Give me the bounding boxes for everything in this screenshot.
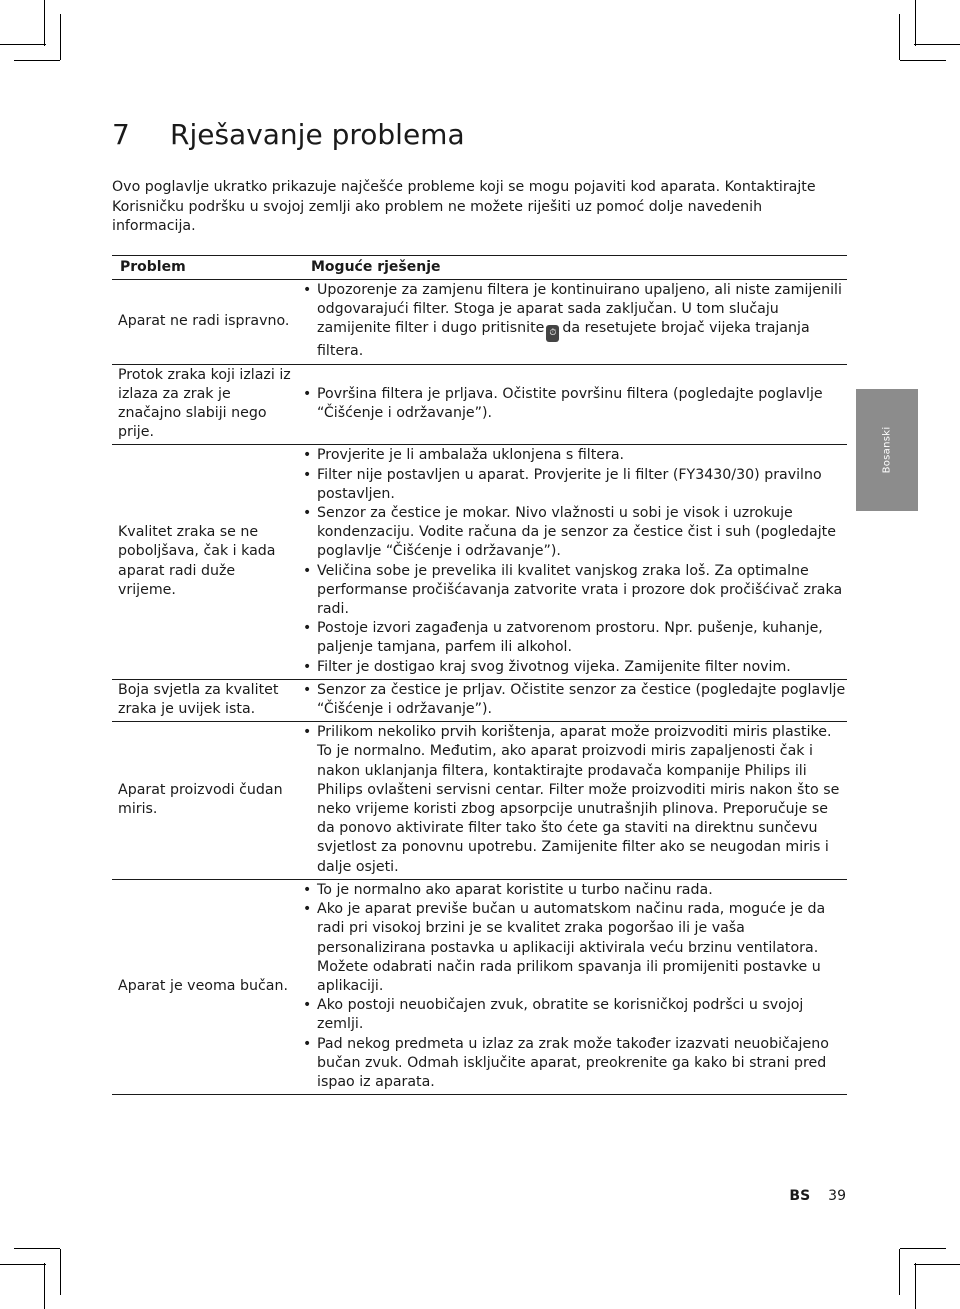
problem-cell: Aparat proizvodi čudan miris.: [112, 722, 303, 880]
chapter-heading: [112, 118, 465, 151]
solution-item: • Prilikom nekoliko prvih korištenja, aparat može proizvoditi miris plastike. To je normalno. Međutim, ako aparat proizvodi miris zapaljenosti čak i nakon uklanjanja filtera, kontaktirajte prodavača kompanije Philips ili Philips ovlašteni servisni centar. Filter može proizvoditi miris nakon što se neko vrijeme koristi zbog apsorpcije unutrašnjih plinova. Preporučuje se da ponovo aktivirate filter tako što ćete ga staviti na direktnu sunčevu svjetlost za ponovnu upotrebu. Zamijenite filter ako se neugodan miris i dalje osjeti.: [303, 723, 847, 877]
solution-item: • Ako postoji neuobičajen zvuk, obratite se korisničkoj podršci u svojoj zemlji.: [303, 996, 847, 1034]
language-side-tab: [856, 389, 918, 511]
solution-item: • Senzor za čestice je prljav. Očistite senzor za čestice (pogledajte poglavlje “Čišćenje i održavanje”).: [303, 681, 847, 719]
problem-cell: Aparat ne radi ispravno.: [112, 280, 303, 365]
footer-language-code: BS: [789, 1188, 811, 1204]
solution-item: • Ako je aparat previše bučan u automatskom načinu rada, moguće je da radi pri visokoj brzini je se kvalitet zraka pogoršao ili je vaša personalizirana postavka u aplikaciji aktivirala veću brzinu ventilatora. Možete odabrati način rada prilikom spavanja ili promijeniti postavke u aplikaciji.: [303, 900, 847, 996]
solution-item: • Postoje izvori zagađenja u zatvorenom prostoru. Npr. pušenje, kuhanje, paljenje tamjana, parfem ili alkohol.: [303, 619, 847, 657]
table-row: [112, 722, 847, 880]
crop-mark: [915, 1263, 916, 1309]
crop-mark: [914, 44, 960, 45]
table-row: [112, 280, 847, 365]
solution-item: • Površina filtera je prljava. Očistite površinu filtera (pogledajte poglavlje “Čišćenje i održavanje”).: [303, 385, 847, 423]
solution-cell: [303, 679, 847, 721]
problem-cell: Protok zraka koji izlazi iz izlaza za zrak je značajno slabiji nego prije.: [112, 364, 303, 445]
table-header-row: [112, 256, 847, 280]
crop-mark: [900, 1248, 946, 1249]
crop-mark: [60, 14, 61, 60]
table-row: [112, 364, 847, 445]
crop-mark: [899, 14, 900, 60]
problem-cell: Boja svjetla za kvalitet zraka je uvijek ista.: [112, 679, 303, 721]
crop-mark: [900, 60, 946, 61]
chapter-title: Rješavanje problema: [170, 118, 465, 151]
crop-mark: [915, 0, 916, 46]
crop-mark: [60, 1249, 61, 1295]
table-row: [112, 445, 847, 679]
crop-mark: [44, 1263, 45, 1309]
solution-cell: [303, 722, 847, 880]
language-side-tab-label: Bosanski: [881, 426, 893, 474]
solution-item: • Pad nekog predmeta u izlaz za zrak može također izazvati neuobičajeno bučan zvuk. Odmah isključite aparat, preokrenite ga kako bi strani pred ispao iz aparata.: [303, 1035, 847, 1093]
crop-mark: [914, 1264, 960, 1265]
header-solution: Moguće rješenje: [303, 256, 847, 280]
header-problem: Problem: [112, 256, 303, 280]
solution-cell: [303, 364, 847, 445]
crop-mark: [0, 44, 46, 45]
table-row: [112, 879, 847, 1094]
solution-item: • Filter nije postavljen u aparat. Provjerite je li filter (FY3430/30) pravilno postavljen.: [303, 466, 847, 504]
chapter-number: 7: [112, 118, 130, 151]
page-number: 39: [828, 1188, 846, 1204]
solution-item: • Senzor za čestice je mokar. Nivo vlažnosti u sobi je visok i uzrokuje kondenzaciju. Vodite računa da je senzor za čestice čist i suh (pogledajte poglavlje “Čišćenje i održavanje”).: [303, 504, 847, 562]
solution-item: • Provjerite je li ambalaža uklonjena s filtera.: [303, 446, 847, 465]
filter-reset-icon: ⏱: [546, 325, 559, 342]
solution-cell: [303, 879, 847, 1094]
solution-item: • To je normalno ako aparat koristite u turbo načinu rada.: [303, 881, 847, 900]
crop-mark: [44, 0, 45, 46]
page-footer: [789, 1188, 846, 1204]
solution-cell: [303, 280, 847, 365]
table-row: [112, 679, 847, 721]
crop-mark: [14, 1248, 60, 1249]
crop-mark: [899, 1249, 900, 1295]
problem-cell: Kvalitet zraka se ne poboljšava, čak i kada aparat radi duže vrijeme.: [112, 445, 303, 679]
problem-cell: Aparat je veoma bučan.: [112, 879, 303, 1094]
intro-paragraph: Ovo poglavlje ukratko prikazuje najčešće probleme koji se mogu pojaviti kod aparata. Kontaktirajte Korisničku podršku u svojoj zemlji ako problem ne možete riješiti uz pomoć dolje navedenih informacija.: [112, 179, 816, 234]
crop-mark: [0, 1264, 46, 1265]
solution-cell: [303, 445, 847, 679]
solution-item: • Veličina sobe je prevelika ili kvalitet vanjskog zraka loš. Za optimalne performanse pročišćavanja zatvorite vrata i prozore dok pročišćivač zraka radi.: [303, 562, 847, 620]
solution-item: • Filter je dostigao kraj svog životnog vijeka. Zamijenite filter novim.: [303, 658, 847, 677]
troubleshooting-table: [112, 255, 847, 1095]
solution-item: • Upozorenje za zamjenu filtera je kontinuirano upaljeno, ali niste zamijenili odgovarajući filter. Stoga je aparat sada zaključan. U tom slučaju zamijenite filter i dugo pritisnite ⏱ da resetujete brojač vijeka trajanja filtera.: [303, 281, 847, 362]
crop-mark: [14, 60, 60, 61]
